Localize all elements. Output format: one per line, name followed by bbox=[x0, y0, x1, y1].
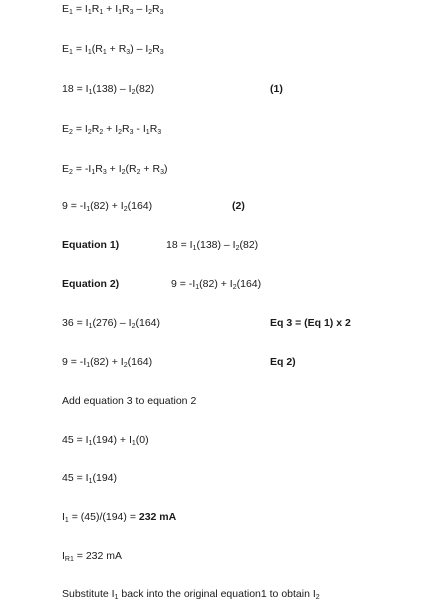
equation-2-label: Equation 2) bbox=[62, 278, 120, 290]
equation-1-tag: (1) bbox=[270, 83, 283, 95]
instruction-substitute: Substitute $I_1$ back into the original equation1 to obtain $I_2$ bbox=[62, 588, 320, 601]
result-i1-expression: $I_1 = (45)/(194)$ = bbox=[62, 511, 139, 524]
instruction-add: Add equation 3 to equation 2 bbox=[62, 395, 197, 407]
equation-e1-expanded: $E_1 = I_1R_1 + I_1R_3 - I_2R_3$ bbox=[62, 3, 164, 16]
result-i1 bbox=[62, 510, 176, 524]
equation-2-repeat-tag: Eq 2) bbox=[270, 356, 296, 368]
equation-e1-factored: $E_1 = I_1(R_1 + R_3) - I_2R_3$ bbox=[62, 43, 164, 56]
equation-1-restated: $18 = I_1(138) - I_2(82)$ bbox=[166, 239, 259, 252]
equation-2-numeric: $9 = -I_1(82) + I_2(164)$ bbox=[62, 200, 153, 213]
equation-2-restated: $9 = -I_1(82) + I_2(164)$ bbox=[171, 278, 262, 291]
equation-3-tag: Eq 3 = (Eq 1) x 2 bbox=[270, 317, 351, 329]
equation-sum: $45 = I_1(194) + I_1(0)$ bbox=[62, 434, 149, 447]
equation-2-tag: (2) bbox=[232, 200, 245, 212]
equation-3: $36 = I_1(276) - I_2(164)$ bbox=[62, 317, 161, 330]
equation-1-numeric: $18 = I_1(138) - I_2(82)$ bbox=[62, 83, 155, 96]
result-i1-value: 232 mA bbox=[138, 511, 177, 523]
equation-2-repeat: $9 = -I_1(82) + I_2(164)$ bbox=[62, 356, 153, 369]
result-ir1: $I_{R1} = 232$ mA bbox=[62, 550, 123, 563]
equation-e2-expanded: $E_2 = I_2R_2 + I_2R_3 - I_1R_3$ bbox=[62, 123, 162, 136]
equation-simplified: $45 = I_1(194)$ bbox=[62, 472, 117, 485]
equation-e2-factored: $E_2 = -I_1R_3 + I_2(R_2 + R_3)$ bbox=[62, 163, 168, 176]
equation-1-label: Equation 1) bbox=[62, 239, 120, 251]
